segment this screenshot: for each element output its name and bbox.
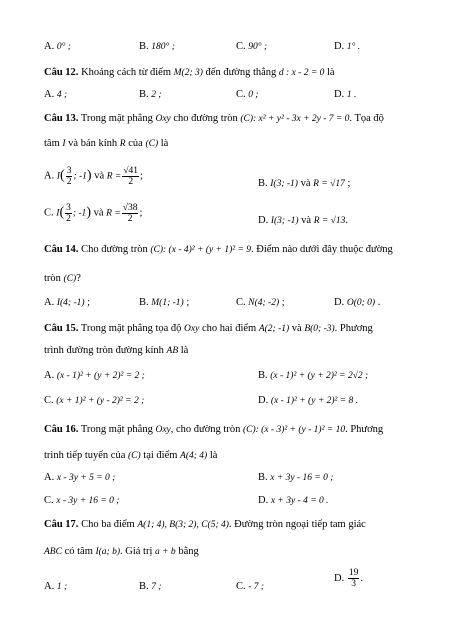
q15-option-d: D. (x - 1)² + (y + 2)² = 8 . [258, 395, 359, 406]
q12-option-a: A. 4 ; [44, 89, 68, 100]
q16-option-d: D. x + 3y - 4 = 0 . [258, 495, 329, 506]
q16-option-b: B. x + 3y - 16 = 0 ; [258, 472, 334, 483]
q13-option-c: C. I( $\frac{3}{2}$ ; -1) và R = $\frac{√38}{2}$ ; [44, 202, 143, 224]
q17-option-d: D. $\frac{19}{3}$ . [334, 568, 363, 590]
q17-option-a: A. 1 ; [44, 581, 68, 592]
q14-option-c: C. N(4; -2) ; [236, 297, 285, 308]
q14-stem-line2: tròn (C)? [44, 273, 81, 284]
q16-stem: Câu 16. Trong mặt phẳng Oxy, cho đường tròn (C): (x - 3)² + (y - 1)² = 10. Phương [44, 424, 384, 435]
q16-stem-line2: trình tiếp tuyến của (C) tại điểm A(4; 4) là [44, 450, 218, 461]
q14-option-d: D. O(0; 0) . [334, 297, 381, 308]
q13-option-a: A. I( $\frac{3}{2}$ ; -1) và R = $\frac{√41}{2}$ ; [44, 165, 143, 187]
q13-option-d: D. I(3; -1) và R = √13. [258, 215, 349, 226]
q12-stem: Câu 12. Khoảng cách từ điểm M(2; 3) đến đường thẳng d : x - 2 = 0 là [44, 67, 335, 78]
q14-stem: Câu 14. Cho đường tròn (C): (x - 4)² + (y + 1)² = 9. Điểm nào dưới đây thuộc đường [44, 244, 393, 255]
q16-option-c: C. x - 3y + 16 = 0 ; [44, 495, 120, 506]
q11-option-a: A. 0° ; [44, 41, 71, 52]
q17-option-c: C. - 7 ; [236, 581, 265, 592]
q17-option-b: B. 7 ; [139, 581, 162, 592]
q12-option-c: C. 0 ; [236, 89, 259, 100]
q12-option-d: D. 1 . [334, 89, 357, 100]
q15-stem-line2: trình đường tròn đường kính AB là [44, 345, 189, 356]
q15-option-a: A. (x - 1)² + (y + 2)² = 2 ; [44, 370, 145, 381]
q17-stem: Câu 17. Cho ba điểm A(1; 4), B(3; 2), C(5; 4). Đường tròn ngoại tiếp tam giác [44, 519, 366, 530]
q13-stem: Câu 13. Trong mặt phẳng Oxy cho đường tròn (C): x² + y² - 3x + 2y - 7 = 0. Tọa độ [44, 113, 384, 124]
q11-option-b: B. 180° ; [139, 41, 175, 52]
q11-option-c: C. 90° ; [236, 41, 268, 52]
q15-option-b: B. (x - 1)² + (y + 2)² = 2√2 ; [258, 370, 369, 381]
q17-stem-line2: ABC có tâm I(a; b). Giá trị a + b bằng [44, 546, 199, 557]
q15-option-c: C. (x + 1)² + (y - 2)² = 2 ; [44, 395, 145, 406]
q15-stem: Câu 15. Trong mặt phẳng tọa độ Oxy cho hai điểm A(2; -1) và B(0; -3). Phương [44, 323, 373, 334]
q16-option-a: A. x - 3y + 5 = 0 ; [44, 472, 116, 483]
q12-option-b: B. 2 ; [139, 89, 162, 100]
q14-option-a: A. I(4; -1) ; [44, 297, 91, 308]
q11-option-d: D. 1° . [334, 41, 361, 52]
q14-option-b: B. M(1; -1) ; [139, 297, 190, 308]
q13-option-b: B. I(3; -1) và R = √17 ; [258, 178, 351, 189]
q13-stem-line2: tâm I và bán kính R của (C) là [44, 138, 169, 149]
